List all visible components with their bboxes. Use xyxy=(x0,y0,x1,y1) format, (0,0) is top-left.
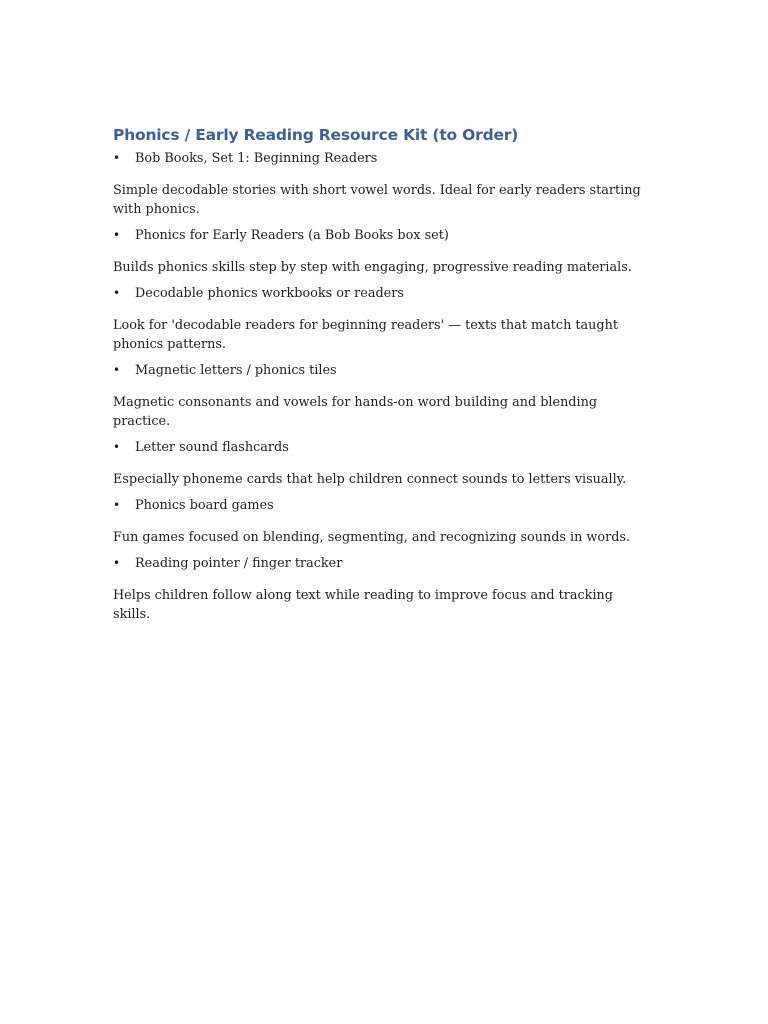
resource-entry xyxy=(113,553,643,624)
bullet-icon: • xyxy=(113,363,121,377)
list-item xyxy=(113,225,643,246)
resource-entry xyxy=(113,225,643,277)
list-item xyxy=(113,553,643,574)
resource-entry xyxy=(113,495,643,547)
list-item xyxy=(113,283,643,304)
resource-entry xyxy=(113,148,643,219)
resource-description: Helps children follow along text while reading to improve focus and tracking skills. xyxy=(113,588,613,622)
resource-entry xyxy=(113,437,643,489)
bullet-icon: • xyxy=(113,151,121,165)
resource-name: Phonics for Early Readers (a Bob Books box set) xyxy=(135,228,449,243)
resource-name: Phonics board games xyxy=(135,498,274,513)
resource-name: Bob Books, Set 1: Beginning Readers xyxy=(135,151,378,166)
resource-entry xyxy=(113,360,643,431)
document-page xyxy=(113,124,643,630)
resource-name: Magnetic letters / phonics tiles xyxy=(135,363,337,378)
document-title: Phonics / Early Reading Resource Kit (to Order) xyxy=(113,126,519,144)
resource-name: Reading pointer / finger tracker xyxy=(135,556,343,571)
bullet-icon: • xyxy=(113,556,121,570)
bullet-icon: • xyxy=(113,440,121,454)
resource-description: Look for 'decodable readers for beginning readers' — texts that match taught phonics patterns. xyxy=(113,318,618,352)
resource-description: Builds phonics skills step by step with engaging, progressive reading materials. xyxy=(113,260,632,275)
resource-description: Magnetic consonants and vowels for hands-on word building and blending practice. xyxy=(113,395,598,429)
bullet-icon: • xyxy=(113,286,121,300)
resource-description: Especially phoneme cards that help children connect sounds to letters visually. xyxy=(113,472,627,487)
list-item xyxy=(113,360,643,381)
bullet-icon: • xyxy=(113,498,121,512)
resource-description: Fun games focused on blending, segmenting, and recognizing sounds in words. xyxy=(113,530,631,545)
list-item xyxy=(113,437,643,458)
bullet-icon: • xyxy=(113,228,121,242)
resource-entry xyxy=(113,283,643,354)
resource-name: Decodable phonics workbooks or readers xyxy=(135,286,404,301)
resource-name: Letter sound flashcards xyxy=(135,440,289,455)
resource-description: Simple decodable stories with short vowel words. Ideal for early readers starting with phonics. xyxy=(113,183,641,217)
list-item xyxy=(113,148,643,169)
list-item xyxy=(113,495,643,516)
